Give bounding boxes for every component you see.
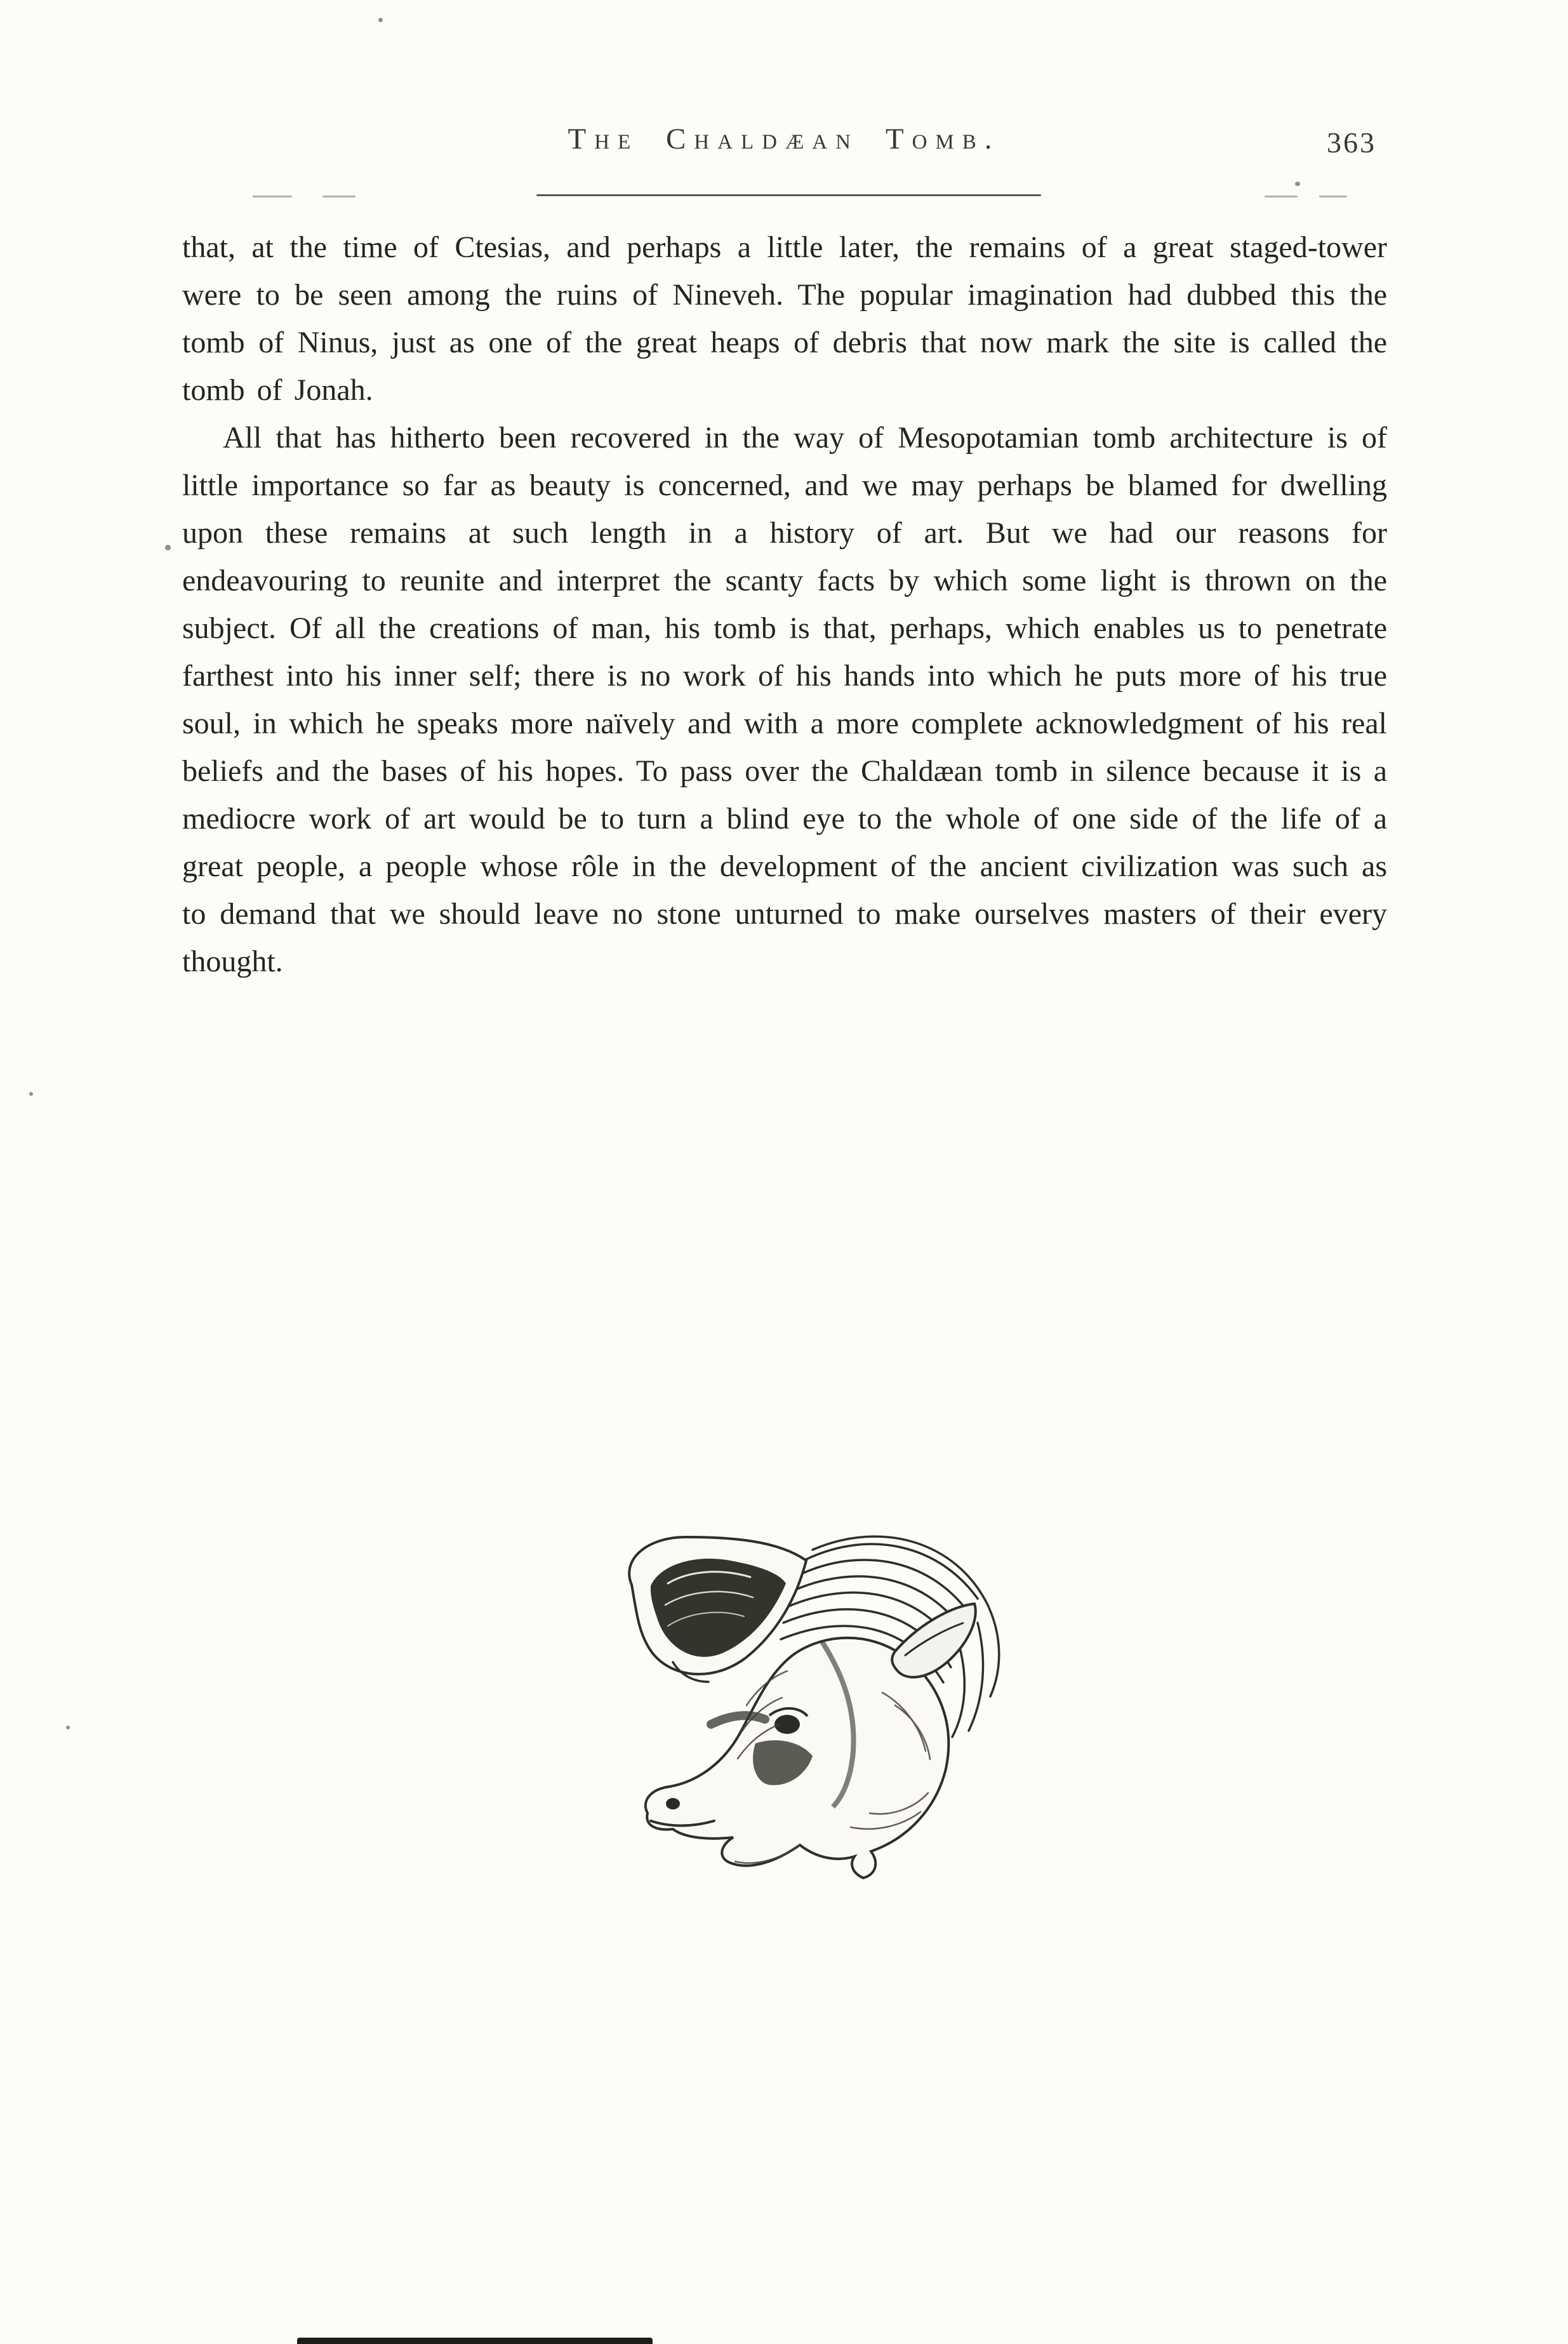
- header-rule-dash: [322, 196, 355, 197]
- running-title: The Chaldæan Tomb.: [568, 123, 1000, 156]
- ink-speck: [29, 1092, 33, 1096]
- ink-speck: [378, 18, 383, 22]
- ink-speck: [165, 545, 171, 550]
- text-block: [182, 223, 1387, 985]
- animal-head-engraving: [597, 1515, 1009, 1880]
- header-rule: [536, 194, 1041, 196]
- ink-speck: [66, 1726, 70, 1729]
- scan-edge-artifact: [297, 2338, 653, 2344]
- paragraph: that, at the time of Ctesias, and perhaps a little later, the remains of a great staged-tower were to be seen among the ruins of Nineveh. The popular imagination had dubbed this the tomb of Ninus, just as one of the great heaps of debris that now mark the site is called the tomb of Jonah.: [182, 230, 1387, 407]
- page-number: 363: [1327, 126, 1376, 159]
- paragraph: All that has hitherto been recovered in the way of Mesopotamian tomb architecture is of little importance so far as beauty is concerned, and we may perhaps be blamed for dwelling upon these remains at such length in a history of art. But we had our reasons for endeavouring to reunite and interpret the scanty facts by which some light is thrown on the subject. Of all the creations of man, his tomb is that, perhaps, which enables us to penetrate farthest into his inner self; there is no work of his hands into which he puts more of his true soul, in which he speaks more naïvely and with a more complete acknowledgment of his real beliefs and the bases of his hopes. To pass over the Chaldæan tomb in silence because it is a mediocre work of art would be to turn a blind eye to the whole of one side of the life of a great people, a people whose rôle in the development of the ancient civilization was such as to demand that we should leave no stone unturned to make ourselves masters of their every thought.: [182, 421, 1387, 978]
- ink-speck: [1295, 182, 1300, 186]
- header-rule-dash: [1265, 196, 1298, 197]
- header-rule-dash: [1319, 196, 1347, 197]
- animal-head-icon: [597, 1515, 1009, 1880]
- header-rule-dash: [253, 196, 292, 197]
